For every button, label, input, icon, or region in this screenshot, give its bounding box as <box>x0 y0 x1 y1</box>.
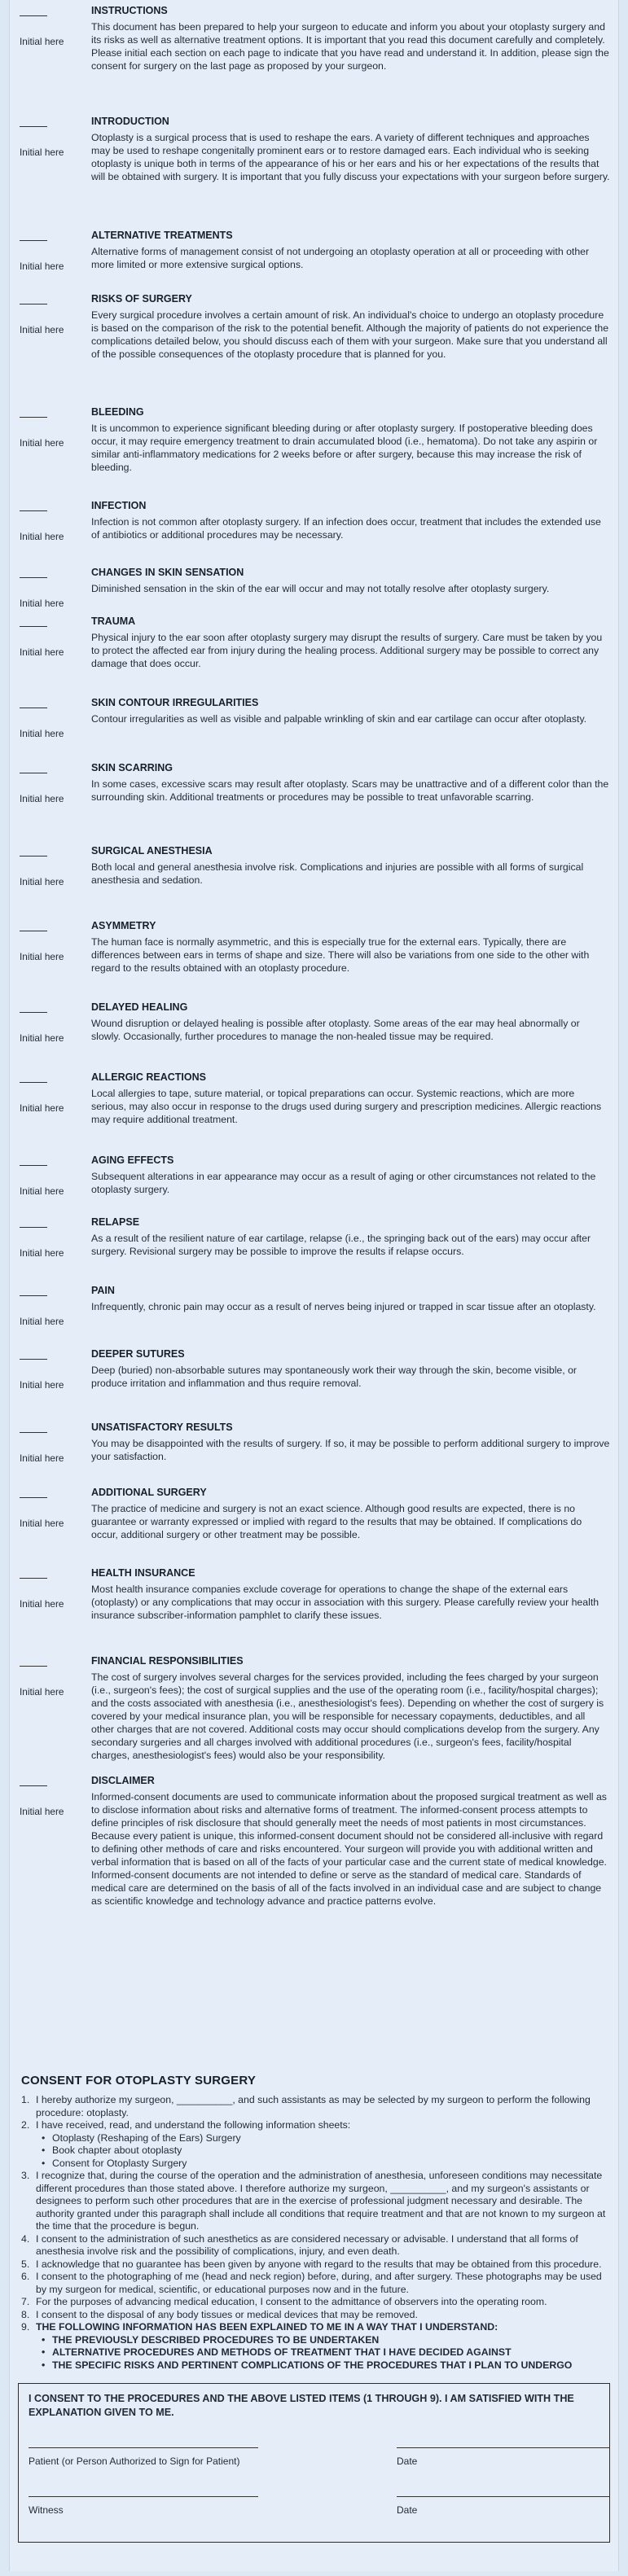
section-title: AGING EFFECTS <box>91 1154 174 1166</box>
section-body <box>91 1170 610 1196</box>
section-paragraph: The cost of surgery involves several charges for the services provided, including the fees charged by your surgeon (i.e., surgeon's fees); the cost of surgical supplies and the use of the operating room (i.e., facility/hospital charges); and the costs associated with anesthesia (i.e., anesthesiologist's fees). Depending on whether the cost of surgery is covered by your medical insurance plan, you will be responsible for necessary copayments, deductibles, and all other charges that are not covered. Additional costs may occur should complications develop from the surgery. Any secondary surgeries and all charges involved with additional procedures (i.e., surgeon's fees, facility/hospital charges, anesthesiologist's fees) would also be your responsibility. <box>91 1671 604 1761</box>
consent-item <box>18 2321 610 2372</box>
initial-here-label: Initial here <box>20 1247 64 1259</box>
consent-item-text: THE FOLLOWING INFORMATION HAS BEEN EXPLAINED TO ME IN A WAY THAT I UNDERSTAND: <box>36 2321 498 2333</box>
initial-here-label: Initial here <box>20 1686 64 1698</box>
consent-item-text: I recognize that, during the course of the operation and the administration of anesthesia, unforeseen conditions may necessitate different procedures than those stated above. I therefore authorize my surgeon, __________, and my surgeon's assistants or designees to perform such other procedures that are in the exercise of professional judgment necessary and desirable. The authority granted under this paragraph shall include all conditions that require treatment and that are not known to my surgeon at the time that the procedure is begun. <box>36 2170 606 2232</box>
section-paragraph: In some cases, excessive scars may result after otoplasty. Scars may be unattractive and of a different color than the surrounding skin. Additional treatments or procedures may be possible to treat unfavorable scarring. <box>91 778 609 803</box>
section-paragraph: Most health insurance companies exclude coverage for operations to change the shape of the external ears (otoplasty) or any complications that may occur in association with this surgery. Please carefully review your health insurance subscriber-information pamphlet to clarify these issues. <box>91 1584 599 1621</box>
section-paragraph: Subsequent alterations in ear appearance may occur as a result of aging or other circumstances not related to the otoplasty surgery. <box>91 1171 596 1195</box>
consent-item <box>18 2271 610 2296</box>
initial-here-label: Initial here <box>20 1806 64 1817</box>
initial-here-label: Initial here <box>20 147 64 158</box>
section-title: SKIN CONTOUR IRREGULARITIES <box>91 697 259 708</box>
section-delayed-healing <box>10 1001 618 1043</box>
consent-document <box>9 0 619 2571</box>
patient-signature-label: Patient (or Person Authorized to Sign for Patient) <box>29 2456 240 2467</box>
consent-item-number: 9. <box>21 2321 30 2333</box>
consent-item-number: 5. <box>21 2258 30 2270</box>
initial-here-label: Initial here <box>20 1452 64 1464</box>
consent-item-content <box>36 2271 610 2296</box>
section-paragraph: Diminished sensation in the skin of the ear will occur and may not totally resolve after otoplasty surgery. <box>91 583 550 594</box>
initial-here-label: Initial here <box>20 36 64 47</box>
consent-item <box>18 2233 610 2258</box>
section-paragraph: Informed-consent documents are not intended to define or serve as the standard of medical care. Standards of medical care are determined on the basis of all of the facts involved in an individual case and are subject to change as scientific knowledge and technology advance and practice patterns evolve. <box>91 1869 602 1907</box>
initial-here-label: Initial here <box>20 261 64 272</box>
section-title: UNSATISFACTORY RESULTS <box>91 1422 233 1433</box>
consent-item-number: 6. <box>21 2271 30 2282</box>
section-paragraph: Alternative forms of management consist of not undergoing an otoplasty operation at all or proceeding with other more limited or more extensive surgical options. <box>91 246 590 270</box>
consent-item-text: For the purposes of advancing medical education, I consent to the admittance of observers into the operating room. <box>36 2296 547 2307</box>
initial-here-label: Initial here <box>20 437 64 449</box>
section-title: DEEPER SUTURES <box>91 1348 185 1360</box>
section-title: ALLERGIC REACTIONS <box>91 1071 206 1083</box>
section-allergic-reactions <box>10 1071 618 1126</box>
section-title: BLEEDING <box>91 406 144 418</box>
initial-blank-line[interactable] <box>20 1005 47 1013</box>
explained-info-item: • ALTERNATIVE PROCEDURES AND METHODS OF TREATMENT THAT I HAVE DECIDED AGAINST <box>52 2346 610 2359</box>
witness-date-label: Date <box>397 2504 418 2516</box>
consent-title: CONSENT FOR OTOPLASTY SURGERY <box>21 2074 257 2088</box>
consent-item-content <box>36 2119 610 2170</box>
section-body <box>91 422 610 474</box>
initial-here-label: Initial here <box>20 793 64 804</box>
section-title: CHANGES IN SKIN SENSATION <box>91 567 244 578</box>
consent-item <box>18 2309 610 2322</box>
section-body <box>91 778 610 804</box>
section-alternative-treatments <box>10 230 618 271</box>
initial-here-label: Initial here <box>20 1102 64 1114</box>
section-relapse <box>10 1216 618 1258</box>
section-paragraph: It is uncommon to experience significant bleeding during or after otoplasty surgery. If postoperative bleeding does occur, it may require emergency treatment to drain accumulated blood (i.e., hematoma). Do not take any aspirin or similar anti-inflammatory medications for 2 weeks before or after surgery, because this may increase the risk of bleeding. <box>91 423 598 473</box>
section-paragraph: This document has been prepared to help your surgeon to educate and inform you about your otoplasty surgery and its risks as well as alternative treatment options. It is important that you read this document carefully and completely. Please initial each section on each page to indicate that you have read and understand it. In addition, please sign the consent for surgery on the last page as proposed by your surgeon. <box>91 21 609 72</box>
section-instructions <box>10 5 618 72</box>
consent-item-content <box>36 2258 610 2272</box>
consent-item <box>18 2170 610 2233</box>
section-disclaimer <box>10 1775 618 1908</box>
patient-signature-line[interactable] <box>29 2447 258 2448</box>
initial-here-label: Initial here <box>20 646 64 658</box>
section-aging-effects <box>10 1154 618 1196</box>
section-title: SURGICAL ANESTHESIA <box>91 845 213 856</box>
witness-signature-line[interactable] <box>29 2496 258 2497</box>
patient-signature-row <box>29 2447 599 2496</box>
section-title: SKIN SCARRING <box>91 762 173 773</box>
explained-info-item: • THE SPECIFIC RISKS AND PERTINENT COMPLICATIONS OF THE PROCEDURES THAT I PLAN TO UNDERGO <box>52 2359 610 2372</box>
info-sheet-item: • Book chapter about otoplasty <box>52 2144 610 2158</box>
initial-blank-line[interactable] <box>20 233 47 241</box>
section-body <box>91 1583 610 1622</box>
section-body <box>91 582 610 595</box>
initial-here-label: Initial here <box>20 531 64 542</box>
witness-signature-row <box>29 2496 599 2545</box>
initial-here-label: Initial here <box>20 951 64 962</box>
initial-here-label: Initial here <box>20 876 64 887</box>
section-paragraph: Because every patient is unique, this informed-consent document should not be considered all-inclusive with regard to defining other methods of care and risks encountered. Your surgeon will provide you with additional written and verbal information that is based on all of the facts of your particular case and the current state of medical knowledge. <box>91 1830 607 1868</box>
consent-section <box>18 2074 610 2543</box>
initial-blank-line[interactable] <box>20 1158 47 1166</box>
patient-date-label: Date <box>397 2456 418 2467</box>
section-paragraph: Local allergies to tape, suture material, or topical preparations can occur. Systemic reactions, which are more serious, may also occur in response to the drugs used during surgery and prescription medicines. Allergic reactions may require additional treatment. <box>91 1088 602 1125</box>
section-paragraph: As a result of the resilient nature of ear cartilage, relapse (i.e., the springing back out of the ears) may occur after surgery. Revisional surgery may be possible to improve the results if relapse occurs. <box>91 1233 591 1257</box>
section-paragraph: Infection is not common after otoplasty surgery. If an infection does occur, treatment that includes the extended use of antibiotics or additional procedures may be necessary. <box>91 516 601 541</box>
section-title: DELAYED HEALING <box>91 1001 188 1013</box>
section-paragraph: Deep (buried) non-absorbable sutures may spontaneously work their way through the skin, become visible, or produce irritation and inflammation and thus require removal. <box>91 1365 577 1389</box>
consent-item <box>18 2296 610 2309</box>
section-title: RELAPSE <box>91 1216 140 1228</box>
section-pain <box>10 1285 618 1327</box>
explained-info-item: • THE PREVIOUSLY DESCRIBED PROCEDURES TO BE UNDERTAKEN <box>52 2334 610 2347</box>
initial-blank-line[interactable] <box>20 765 47 773</box>
section-risks-of-surgery <box>10 293 618 361</box>
initial-here-label: Initial here <box>20 1032 64 1044</box>
section-body <box>91 1300 610 1313</box>
initial-blank-line[interactable] <box>20 1220 47 1228</box>
section-asymmetry <box>10 920 618 975</box>
consent-item-text: I hereby authorize my surgeon, __________, and such assistants as may be selected by my surgeon to perform the following procedure: otoplasty. <box>36 2094 591 2118</box>
section-paragraph: Contour irregularities as well as visible and palpable wrinkling of skin and ear cartilage can occur after otoplasty. <box>91 713 587 725</box>
consent-item-number: 2. <box>21 2119 30 2131</box>
initial-blank-line[interactable] <box>20 700 47 708</box>
section-additional-surgery <box>10 1487 618 1541</box>
section-body <box>91 1232 610 1258</box>
section-body <box>91 131 610 183</box>
section-body <box>91 20 610 72</box>
section-surgical-anesthesia <box>10 845 618 887</box>
consent-item-text: I consent to the administration of such anesthetics as are considered necessary or advisable. I understand that all forms of anesthesia involve risk and the possibility of complications, injury, and even death. <box>36 2232 578 2257</box>
section-deeper-sutures <box>10 1348 618 1390</box>
initial-here-label: Initial here <box>20 1598 64 1610</box>
consent-item-number: 4. <box>21 2232 30 2245</box>
section-title: INSTRUCTIONS <box>91 5 168 16</box>
consent-item-content <box>36 2170 610 2233</box>
consent-item-number: 3. <box>21 2170 30 2181</box>
initial-blank-line[interactable] <box>20 1490 47 1498</box>
patient-date-line[interactable] <box>397 2447 610 2448</box>
initial-blank-line[interactable] <box>20 1778 47 1786</box>
section-body <box>91 1502 610 1541</box>
info-sheet-item: • Consent for Otoplasty Surgery <box>52 2158 610 2171</box>
section-changes-in-skin-sensation <box>10 567 618 609</box>
witness-date-line[interactable] <box>397 2496 610 2497</box>
initial-blank-line[interactable] <box>20 503 47 511</box>
final-statement: I CONSENT TO THE PROCEDURES AND THE ABOVE LISTED ITEMS (1 THROUGH 9). I AM SATISFIED WITH THE EXPLANATION GIVEN TO ME. <box>29 2393 574 2418</box>
initial-blank-line[interactable] <box>20 1075 47 1083</box>
initial-blank-line[interactable] <box>20 619 47 627</box>
consent-item-number: 7. <box>21 2296 30 2307</box>
section-title: ASYMMETRY <box>91 920 156 931</box>
consent-item-content <box>36 2233 610 2258</box>
info-sheet-list <box>36 2132 610 2171</box>
consent-item-text: I acknowledge that no guarantee has been given by anyone with regard to the results that may be obtained from this procedure. <box>36 2258 602 2270</box>
initial-blank-line[interactable] <box>20 410 47 418</box>
section-title: HEALTH INSURANCE <box>91 1567 195 1579</box>
section-paragraph: The human face is normally asymmetric, and this is especially true for the external ears. Typically, there are differences between ears in terms of shape and size. There will also be variations from one side to the other with regard to the results obtained with an otoplasty procedure. <box>91 936 590 974</box>
initial-here-label: Initial here <box>20 1185 64 1197</box>
initial-here-label: Initial here <box>20 1518 64 1529</box>
section-paragraph: Otoplasty is a surgical process that is used to reshape the ears. A variety of different techniques and approaches may be used to reshape congenitally prominent ears or to restore damaged ears. Each individual who is seeking otoplasty is unique both in terms of the appearance of his or her ears and his or her expectations of the results that will be obtained with surgery. It is important that you fully discuss your expectations with your surgeon before surgery. <box>91 132 610 182</box>
section-title: RISKS OF SURGERY <box>91 293 192 304</box>
consent-item-number: 8. <box>21 2308 30 2320</box>
section-body <box>91 1437 610 1463</box>
consent-item-content <box>36 2296 610 2309</box>
consent-item-number: 1. <box>21 2094 30 2105</box>
consent-item-text: I have received, read, and understand the following information sheets: <box>36 2119 351 2131</box>
initial-here-label: Initial here <box>20 324 64 335</box>
initial-blank-line[interactable] <box>20 119 47 127</box>
section-health-insurance <box>10 1567 618 1622</box>
initial-here-label: Initial here <box>20 1316 64 1327</box>
initial-here-label: Initial here <box>20 598 64 609</box>
consent-items <box>18 2094 610 2372</box>
info-sheet-item: • Otoplasty (Reshaping of the Ears) Surgery <box>52 2132 610 2145</box>
section-body <box>91 935 610 975</box>
section-bleeding <box>10 406 618 474</box>
section-body <box>91 245 610 271</box>
section-infection <box>10 500 618 541</box>
initial-here-label: Initial here <box>20 1379 64 1391</box>
section-body <box>91 1671 610 1762</box>
section-title: DISCLAIMER <box>91 1775 155 1786</box>
section-paragraph: Wound disruption or delayed healing is possible after otoplasty. Some areas of the ear may heal abnormally or slowly. Occasionally, further procedures to manage the non-healed tissue may be required. <box>91 1018 580 1042</box>
section-skin-scarring <box>10 762 618 804</box>
section-skin-contour-irregularities <box>10 697 618 739</box>
section-title: ADDITIONAL SURGERY <box>91 1487 207 1498</box>
section-paragraph: Both local and general anesthesia involve risk. Complications and injuries are possible with all forms of surgical anesthesia and sedation. <box>91 861 584 886</box>
section-title: PAIN <box>91 1285 115 1296</box>
section-body <box>91 515 610 541</box>
initial-blank-line[interactable] <box>20 8 47 16</box>
initial-blank-line[interactable] <box>20 923 47 931</box>
section-title: INFECTION <box>91 500 147 511</box>
section-unsatisfactory-results <box>10 1422 618 1463</box>
section-paragraph: The practice of medicine and surgery is not an exact science. Although good results are expected, there is no guarantee or warranty expressed or implied with regard to the results that may be obtained. If complications do occur, additional surgery or other treatment may be possible. <box>91 1503 582 1540</box>
initial-blank-line[interactable] <box>20 1352 47 1360</box>
final-consent-box <box>18 2383 610 2543</box>
initial-blank-line[interactable] <box>20 1658 47 1667</box>
initial-here-label: Initial here <box>20 728 64 739</box>
section-title: FINANCIAL RESPONSIBILITIES <box>91 1655 244 1667</box>
initial-blank-line[interactable] <box>20 1571 47 1579</box>
section-body <box>91 1087 610 1126</box>
consent-item-text: I consent to the photographing of me (head and neck region) before, during, and after surgery. These photographs may be used by my surgeon for medical, scientific, or educational purposes now and in the future. <box>36 2271 602 2295</box>
consent-item <box>18 2094 610 2119</box>
explained-info-list <box>36 2334 610 2372</box>
witness-signature-label: Witness <box>29 2504 64 2516</box>
section-title: ALTERNATIVE TREATMENTS <box>91 230 233 241</box>
section-title: TRAUMA <box>91 616 136 627</box>
initial-blank-line[interactable] <box>20 570 47 578</box>
consent-item-content <box>36 2309 610 2322</box>
consent-item-content <box>36 2094 610 2119</box>
section-paragraph: Every surgical procedure involves a certain amount of risk. An individual's choice to undergo an otoplasty procedure is based on the comparison of the risk to the potential benefit. Although the majority of patients do not experience the complications detailed below, you should discuss each of them with your surgeon. Make sure that you understand all of the possible consequences of the otoplasty procedure that is planned for you. <box>91 309 609 360</box>
section-paragraph: Informed-consent documents are used to communicate information about the proposed surgical treatment as well as to disclose information about risks and alternative forms of treatment. The informed-consent process attempts to define principles of risk disclosure that should generally meet the needs of most patients in most circumstances. <box>91 1791 607 1829</box>
consent-item <box>18 2258 610 2272</box>
initial-blank-line[interactable] <box>20 1288 47 1296</box>
section-title: INTRODUCTION <box>91 116 169 127</box>
initial-blank-line[interactable] <box>20 296 47 304</box>
section-financial-responsibilities <box>10 1655 618 1762</box>
section-body <box>91 1364 610 1390</box>
section-introduction <box>10 116 618 183</box>
section-body <box>91 1790 610 1908</box>
section-paragraph: Physical injury to the ear soon after otoplasty surgery may disrupt the results of surgery. Care must be taken by you to protect the affected ear from injury during the healing process. Additional surgery may be possible to correct any damage that does occur. <box>91 632 603 669</box>
initial-blank-line[interactable] <box>20 848 47 856</box>
section-body <box>91 1017 610 1043</box>
section-body <box>91 861 610 887</box>
section-body <box>91 309 610 361</box>
consent-item-content <box>36 2321 610 2372</box>
consent-item-text: I consent to the disposal of any body tissues or medical devices that may be removed. <box>36 2308 418 2320</box>
section-body <box>91 631 610 670</box>
consent-item <box>18 2119 610 2170</box>
section-trauma <box>10 616 618 670</box>
initial-blank-line[interactable] <box>20 1425 47 1433</box>
section-body <box>91 712 610 725</box>
section-paragraph: You may be disappointed with the results of surgery. If so, it may be possible to perform additional surgery to improve your satisfaction. <box>91 1438 610 1462</box>
section-paragraph: Infrequently, chronic pain may occur as a result of nerves being injured or trapped in scar tissue after an otoplasty. <box>91 1301 596 1312</box>
